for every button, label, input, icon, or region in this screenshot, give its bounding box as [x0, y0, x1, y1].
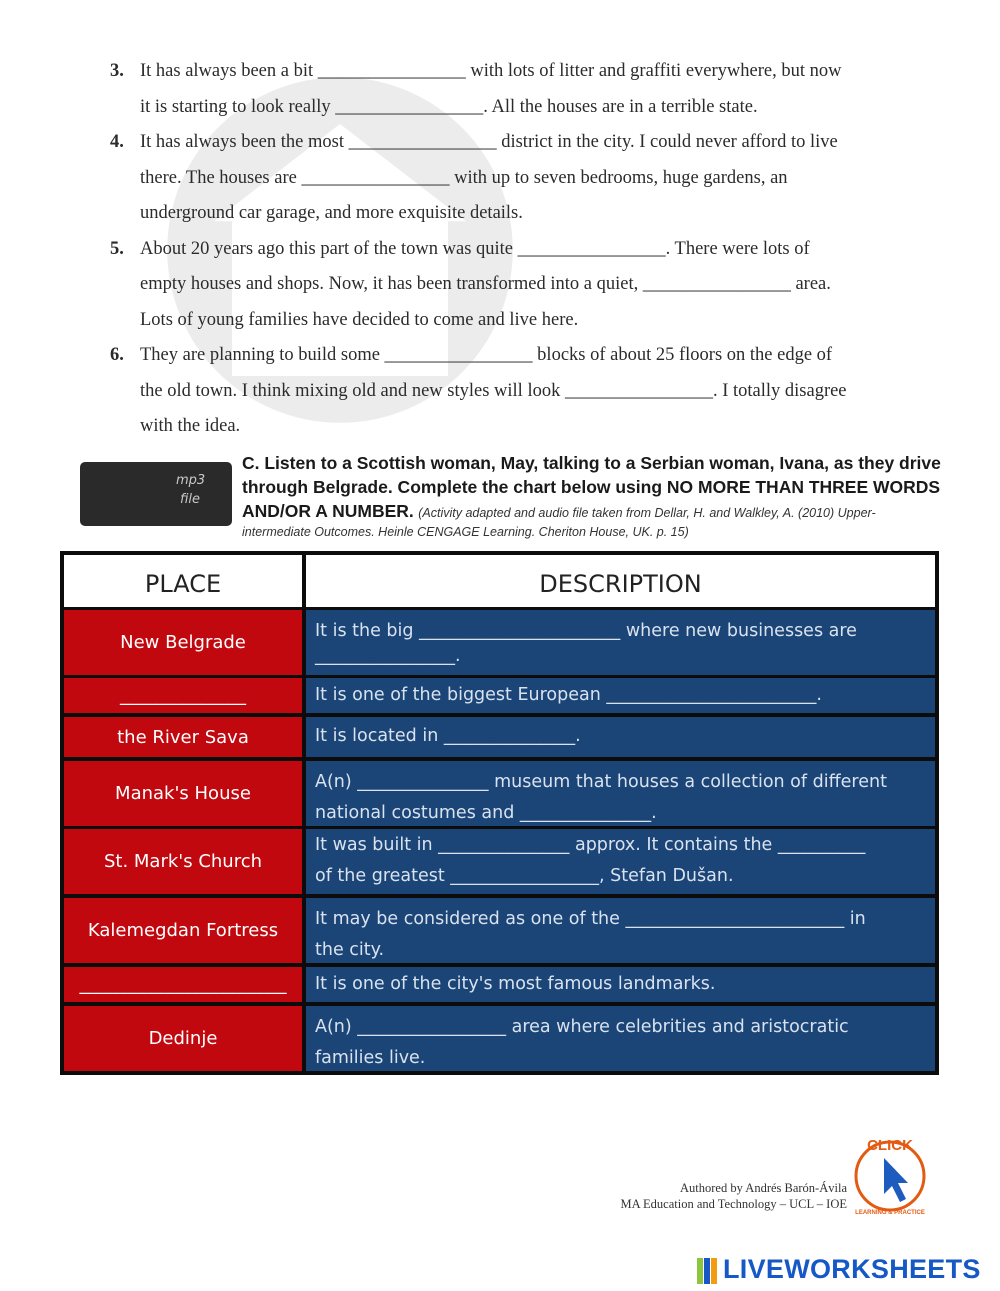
exercise-line: the old town. I think mixing old and new styles will look ________________. I totally disagree [140, 380, 847, 401]
exercise-line: underground car garage, and more exquisite details. [140, 203, 523, 223]
header-place: PLACE [64, 555, 302, 607]
description-line: It is the big _______________________ where new businesses are [315, 621, 857, 641]
exercise-number: 4. [110, 132, 124, 152]
instruction-text: C. Listen to a Scottish woman, May, talking to a Serbian woman, Ivana, as they drive through Belgrade. Complete the chart below using NO MORE THAN THREE WORDS AND/OR A NUMBER. [242, 453, 941, 521]
exercise-item [110, 125, 940, 232]
exercise-line: About 20 years ago this part of the town was quite ________________. There were lots of [140, 238, 810, 259]
exercise-line: there. The houses are ________________ with up to seven bedrooms, huge gardens, an [140, 167, 788, 188]
description-line: national costumes and _______________. [315, 803, 657, 823]
place-cell: Manak's House [64, 761, 302, 826]
place-cell: St. Mark's Church [64, 829, 302, 894]
place-cell: New Belgrade [64, 610, 302, 675]
exercise-line: They are planning to build some ________________ blocks of about 25 floors on the edge of [140, 345, 833, 365]
description-line: families live. [315, 1048, 426, 1068]
description-line: of the greatest _________________, Stefan Dušan. [315, 866, 734, 886]
section-c-instructions [242, 451, 942, 541]
liveworksheets-brand[interactable]: LIVEWORKSHEETS [723, 1254, 981, 1284]
description-line: ________________. [315, 646, 461, 666]
author-name: Authored by Andrés Barón-Ávila [680, 1181, 847, 1195]
description-line: A(n) _______________ museum that houses a collection of different [315, 772, 887, 792]
description-cell [306, 761, 935, 826]
liveworksheets-logo-icon [697, 1258, 719, 1284]
place-cell[interactable]: _______________________ [64, 967, 302, 1002]
description-line: the city. [315, 940, 385, 960]
exercise-line: it is starting to look really ________________. All the houses are in a terrible state. [140, 96, 758, 117]
click-logo-subtext: LEARNING & PRACTICE [855, 1210, 925, 1216]
place-cell[interactable]: ______________ [64, 678, 302, 713]
exercise-line: It has always been the most ________________ district in the city. I could never afford to live [140, 132, 838, 152]
description-line: A(n) _________________ area where celebrities and aristocratic [315, 1017, 849, 1037]
exercise-list [110, 54, 940, 445]
exercise-line: with the idea. [140, 416, 241, 436]
exercise-line: It has always been a bit ________________ with lots of litter and graffiti everywhere, but now [140, 61, 842, 81]
citation-text: (Activity adapted and audio file taken from Dellar, H. and Walkley, A. (2010) Upper-intermediate Outcomes. Heinle CENGAGE Learning. Cheriton House, UK. p. 15) [242, 506, 876, 539]
mp3-label: mp3 [176, 473, 206, 488]
description-line: It is located in _______________. [315, 726, 581, 746]
exercise-number: 3. [110, 61, 124, 81]
description-cell [306, 678, 935, 713]
exercise-item [110, 232, 940, 339]
header-description: DESCRIPTION [306, 555, 935, 607]
description-line: It is one of the biggest European ________________________. [315, 685, 822, 705]
exercise-item [110, 338, 940, 445]
exercise-item [110, 54, 940, 125]
author-credit [620, 1180, 847, 1212]
exercise-number: 5. [110, 238, 124, 259]
place-cell: Kalemegdan Fortress [64, 898, 302, 963]
place-cell: Dedinje [64, 1006, 302, 1071]
mp3-audio-player[interactable] [80, 462, 232, 526]
exercise-line: empty houses and shops. Now, it has been transformed into a quiet, ________________ area. [140, 274, 831, 294]
description-line: It may be considered as one of the _________________________ in [315, 909, 866, 929]
description-cell [306, 717, 935, 757]
description-cell [306, 829, 935, 894]
click-logo-text: CLICK [867, 1137, 913, 1154]
description-cell [306, 967, 935, 1002]
description-cell [306, 898, 935, 963]
click-logo-icon [846, 1128, 934, 1218]
file-label: file [180, 492, 201, 507]
exercise-line: Lots of young families have decided to come and live here. [140, 309, 579, 330]
place-cell: the River Sava [64, 717, 302, 757]
places-chart [60, 551, 939, 1075]
description-cell [306, 1006, 935, 1071]
description-line: It was built in _______________ approx. It contains the __________ [315, 835, 866, 855]
exercise-number: 6. [110, 345, 124, 365]
description-cell [306, 610, 935, 675]
author-affiliation: MA Education and Technology – UCL – IOE [620, 1197, 847, 1211]
description-line: It is one of the city's most famous landmarks. [315, 974, 716, 994]
